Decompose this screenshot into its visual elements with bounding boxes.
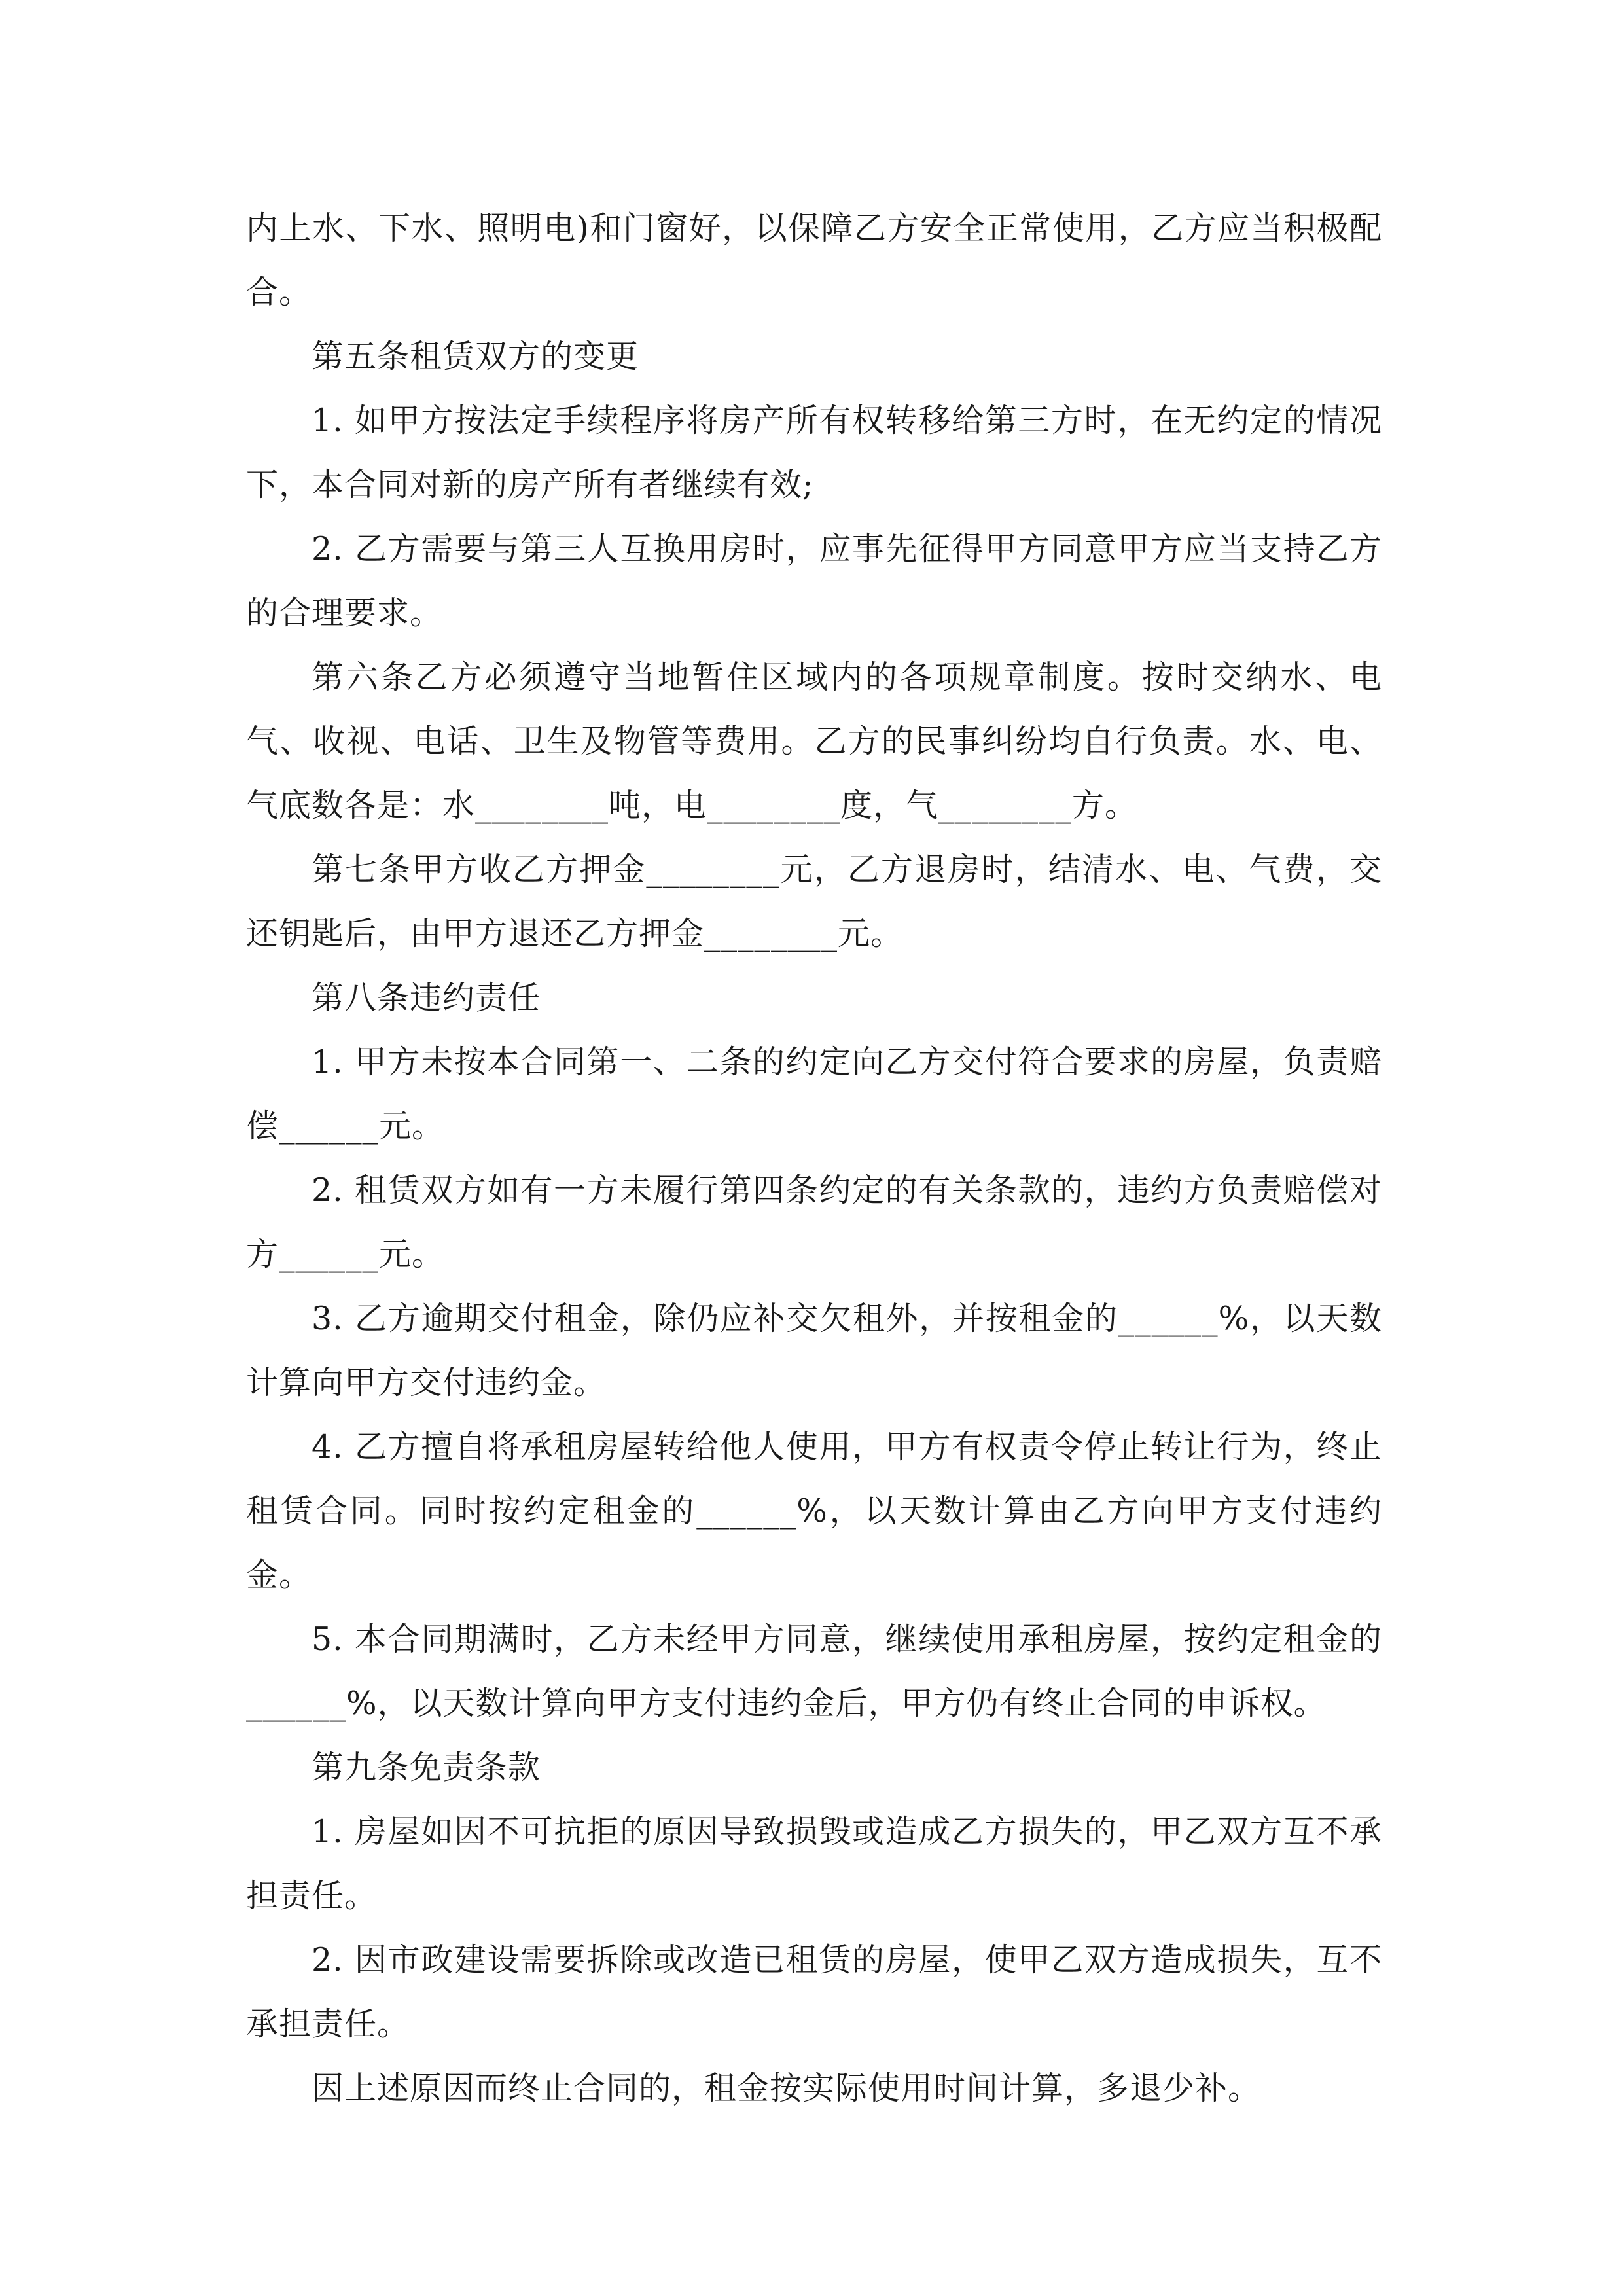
article-9-clause-2: 2. 因市政建设需要拆除或改造已租赁的房屋，使甲乙双方造成损失，互不承担责任。 — [246, 1941, 1382, 2043]
article-7: 第七条甲方收乙方押金________元，乙方退房时，结清水、电、气费，交还钥匙后，由甲方退还乙方押金________元。 — [246, 851, 1382, 952]
article-9-closing: 因上述原因而终止合同的，租金按实际使用时间计算，多退少补。 — [312, 2070, 1261, 2107]
article-8-heading: 第八条违约责任 — [312, 979, 541, 1016]
paragraph-continuation: 内上水、下水、照明电)和门窗好，以保障乙方安全正常使用，乙方应当积极配合。 — [246, 209, 1382, 311]
article-8-clause-5: 5. 本合同期满时，乙方未经甲方同意，继续使用承租房屋，按约定租金的______%，以天数计算向甲方支付违约金后，甲方仍有终止合同的申诉权。 — [246, 1621, 1382, 1722]
article-9-heading: 第九条免责条款 — [312, 1749, 541, 1786]
article-5-clause-1: 1. 如甲方按法定手续程序将房产所有权转移给第三方时，在无约定的情况下，本合同对新的房产所有者继续有效; — [246, 402, 1382, 503]
article-8-clause-1: 1. 甲方未按本合同第一、二条的约定向乙方交付符合要求的房屋，负责赔偿______元。 — [246, 1043, 1382, 1145]
article-5-heading: 第五条租赁双方的变更 — [312, 338, 639, 375]
article-5-clause-2: 2. 乙方需要与第三人互换用房时，应事先征得甲方同意甲方应当支持乙方的合理要求。 — [246, 530, 1382, 632]
article-8-clause-3: 3. 乙方逾期交付租金，除仍应补交欠租外，并按租金的______%，以天数计算向甲方交付违约金。 — [246, 1300, 1382, 1401]
document-body — [246, 196, 1382, 2121]
article-8-clause-4: 4. 乙方擅自将承租房屋转给他人使用，甲方有权责令停止转让行为，终止租赁合同。同时按约定租金的______%，以天数计算由乙方向甲方支付违约金。 — [246, 1428, 1382, 1594]
article-9-clause-1: 1. 房屋如因不可抗拒的原因导致损毁或造成乙方损失的，甲乙双方互不承担责任。 — [246, 1813, 1382, 1914]
article-6: 第六条乙方必须遵守当地暂住区域内的各项规章制度。按时交纳水、电气、收视、电话、卫生及物管等费用。乙方的民事纠纷均自行负责。水、电、气底数各是：水________吨，电________度，气________方。 — [246, 658, 1382, 824]
article-8-clause-2: 2. 租赁双方如有一方未履行第四条约定的有关条款的，违约方负责赔偿对方______元。 — [246, 1172, 1382, 1273]
